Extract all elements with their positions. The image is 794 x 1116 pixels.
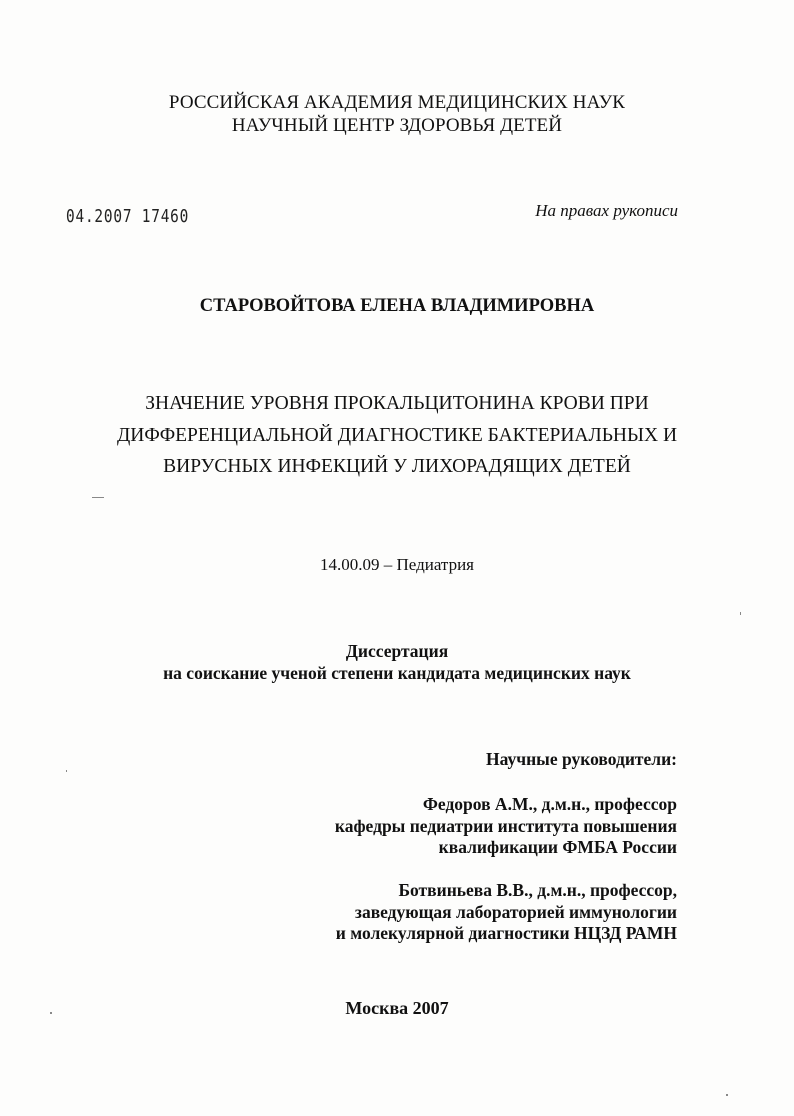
registration-stamp-number: 04.2007 17460 — [66, 206, 190, 227]
degree-heading: Диссертация — [345, 641, 449, 661]
author-name: СТАРОВОЙТОВА ЕЛЕНА ВЛАДИМИРОВНА — [199, 296, 595, 316]
organization-line-1: РОССИЙСКАЯ АКАДЕМИЯ МЕДИЦИНСКИХ НАУК — [168, 92, 626, 113]
supervisor-2-position: заведующая лабораторией иммунологии — [354, 902, 677, 922]
scan-speck — [50, 1012, 52, 1014]
dissertation-title-line-1: ЗНАЧЕНИЕ УРОВНЯ ПРОКАЛЬЦИТОНИНА КРОВИ ПРИ — [145, 393, 649, 414]
scan-speck — [92, 497, 104, 498]
supervisor-1-affiliation: кафедры педиатрии института повышения — [334, 816, 677, 836]
supervisor-1-name: Федоров А.М., д.м.н., профессор — [422, 794, 677, 814]
scan-speck — [66, 770, 67, 772]
supervisor-2-name: Ботвиньева В.В., д.м.н., профессор, — [398, 880, 677, 900]
dissertation-title-line-3: ВИРУСНЫХ ИНФЕКЦИЙ У ЛИХОРАДЯЩИХ ДЕТЕЙ — [163, 456, 631, 477]
manuscript-rights-note: На правах рукописи — [535, 201, 678, 220]
specialty-code: 14.00.09 – Педиатрия — [319, 555, 474, 574]
supervisors-heading: Научные руководители: — [485, 749, 677, 769]
degree-description: на соискание ученой степени кандидата медицинских наук — [163, 663, 631, 683]
dissertation-title-line-2: ДИФФЕРЕНЦИАЛЬНОЙ ДИАГНОСТИКЕ БАКТЕРИАЛЬНЫХ И — [116, 425, 678, 446]
scan-speck — [726, 1094, 728, 1096]
supervisor-1-affiliation-cont: квалификации ФМБА России — [438, 837, 677, 857]
city-and-year: Москва 2007 — [345, 998, 449, 1018]
scan-speck — [740, 612, 741, 615]
supervisor-2-position-cont: и молекулярной диагностики НЦЗД РАМН — [335, 923, 677, 943]
organization-line-2: НАУЧНЫЙ ЦЕНТР ЗДОРОВЬЯ ДЕТЕЙ — [231, 115, 563, 136]
